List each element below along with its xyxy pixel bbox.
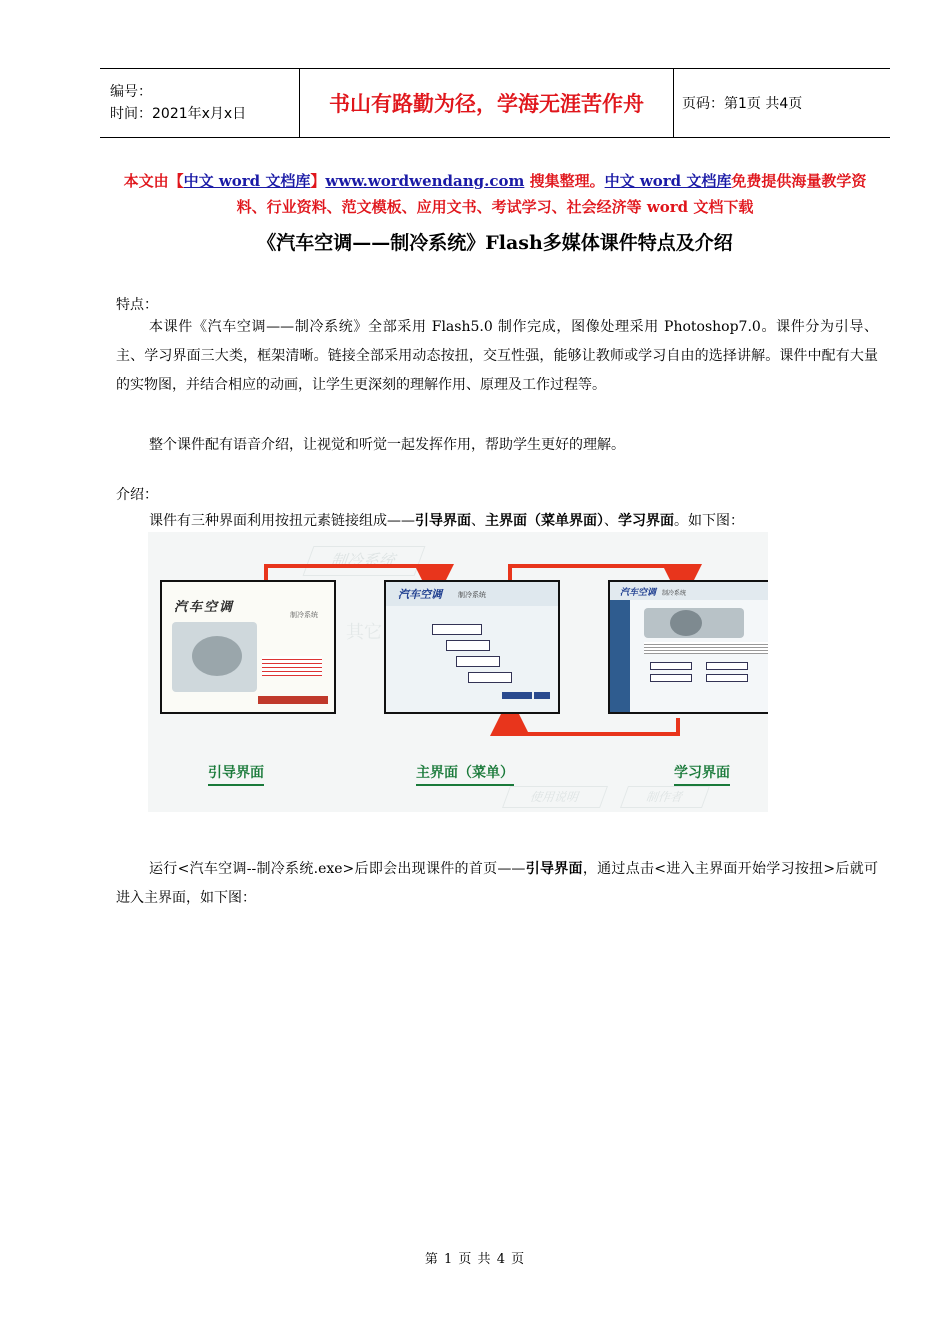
arrow-study-to-main <box>510 716 678 734</box>
document-title: 《汽车空调——制冷系统》Flash多媒体课件特点及介绍 <box>257 232 733 254</box>
banner-line-2: 料、行业资料、范文模板、应用文书、考试学习、社会经济等 word 文档下载 <box>236 198 754 216</box>
guide-car-image-part <box>192 636 242 676</box>
intro-bold-guide-2: 引导界面 <box>525 861 583 877</box>
study-sidebar <box>610 600 630 712</box>
study-screen-title: 汽车空调 <box>620 588 657 598</box>
intro-bold-main: 主界面（菜单界面） <box>485 513 604 529</box>
bg-text: 其它 <box>346 622 382 643</box>
banner-line-1 <box>100 168 890 194</box>
intro-bold-guide: 引导界面 <box>415 513 471 529</box>
study-option-button <box>706 662 748 670</box>
intro-text: 、 <box>604 513 618 529</box>
features-paragraph-2: 整个课件配有语音介绍，让视觉和听觉一起发挥作用，帮助学生更好的理解。 <box>149 437 625 453</box>
document-header <box>100 68 890 138</box>
guide-screen-thumb <box>160 580 336 714</box>
label-guide: 引导界面 <box>208 762 264 786</box>
label-study: 学习界面 <box>674 762 730 786</box>
features-label: 特点： <box>116 297 158 313</box>
study-photo-part <box>670 610 702 636</box>
guide-screen-title: 汽车空调 <box>174 600 235 615</box>
features-paragraph-1: 本课件《汽车空调——制冷系统》全部采用 Flash5.0 制作完成，图像处理采用 Photoshop7.0。课件分为引导、主、学习界面三大类，框架清晰。链接全部采用动态按扭，交互性强，能够让教师或学习自由的选择讲解。课件中配有大量的实物图，并结合相应的动画，让学生更深刻的理解作用、原理及工作过程等。 <box>116 319 878 393</box>
banner-text: 本文由【 <box>123 172 184 190</box>
main-menu-button <box>446 640 490 651</box>
page-info: 页码：第1页 共4页 <box>682 96 803 112</box>
intro-text: 运行<汽车空调--制冷系统.exe>后即会出现课件的首页—— <box>149 861 526 877</box>
motto: 书山有路勤为径，学海无涯苦作舟 <box>329 92 644 116</box>
main-menu-button <box>456 656 500 667</box>
header-page-cell <box>674 69 890 137</box>
study-option-button <box>650 662 692 670</box>
intro-paragraph-2 <box>116 855 878 913</box>
main-screen-sub: 制冷系统 <box>458 591 486 599</box>
intro-label: 介绍： <box>116 487 158 503</box>
site-url-link[interactable]: www.wordwendang.com <box>325 172 525 190</box>
guide-text-block <box>262 656 322 676</box>
intro-text: 、 <box>471 513 485 529</box>
intro-text: 。如下图： <box>674 513 744 529</box>
main-nav-button <box>534 692 550 699</box>
header-meta-cell <box>100 69 300 137</box>
interface-diagram <box>148 532 768 812</box>
main-screen-title: 汽车空调 <box>398 588 442 601</box>
bg-text: 使用说明 <box>502 786 608 808</box>
source-banner <box>100 168 890 220</box>
study-option-button <box>650 674 692 682</box>
bg-text: 制冷系统 <box>303 546 426 576</box>
guide-start-button <box>258 696 328 704</box>
time-label: 时间：2021年x月x日 <box>110 106 247 122</box>
main-screen-thumb <box>384 580 560 714</box>
banner-text: 搜集整理。 <box>524 172 605 190</box>
guide-screen-sub: 制冷系统 <box>290 611 318 619</box>
study-option-button <box>706 674 748 682</box>
header-motto-cell <box>300 69 674 137</box>
banner-text: 免费提供海量教学资 <box>731 172 867 190</box>
intro-bold-study: 学习界面 <box>618 513 674 529</box>
study-screen-sub: 制冷系统 <box>662 590 687 597</box>
code-label: 编号： <box>110 84 152 100</box>
main-menu-button <box>468 672 512 683</box>
intro-text: ，通过点击<进入主界面开始学习按扭>后就可进入主界面，如下图： <box>116 861 879 906</box>
study-text-block <box>644 642 768 654</box>
wordlib-link[interactable]: 中文 word 文档库 <box>183 172 311 190</box>
wordlib-link-2[interactable]: 中文 word 文档库 <box>604 172 732 190</box>
intro-text: 课件有三种界面利用按扭元素链接组成—— <box>149 513 415 529</box>
page-footer: 第 1 页 共 4 页 <box>424 1252 526 1267</box>
main-menu-button <box>432 624 482 635</box>
label-main: 主界面（菜单） <box>416 762 514 786</box>
banner-text: 】 <box>310 172 326 190</box>
main-nav-button <box>502 692 532 699</box>
bg-text: 制作者 <box>620 786 710 808</box>
study-screen-thumb <box>608 580 768 714</box>
